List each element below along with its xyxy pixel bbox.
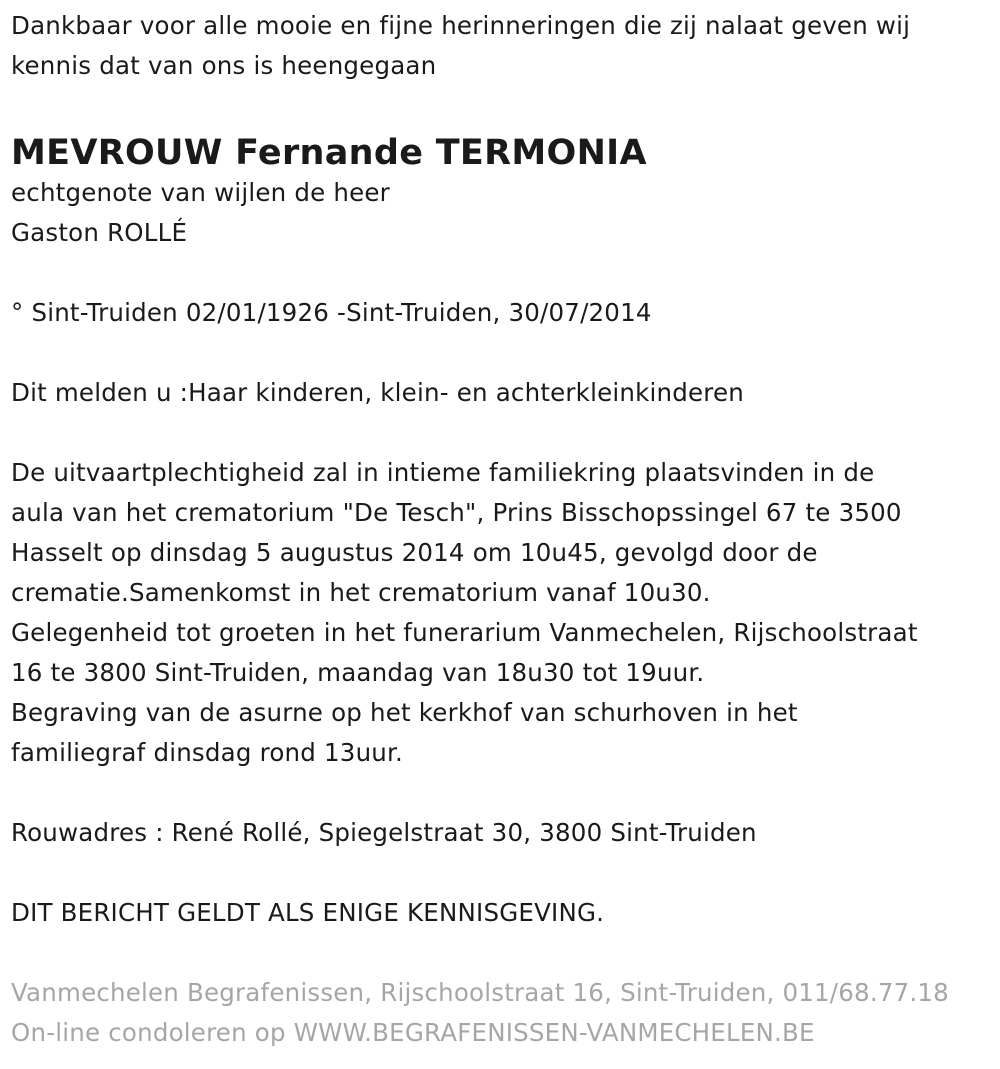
relation-line-2: Gaston ROLLÉ bbox=[11, 218, 188, 247]
footer-line-1: Vanmechelen Begrafenissen, Rijschoolstraat 16, Sint-Truiden, 011/68.77.18 bbox=[11, 978, 949, 1007]
ceremony-line: Begraving van de asurne op het kerkhof van schurhoven in het bbox=[11, 698, 798, 727]
ceremony-line: crematie.Samenkomst in het crematorium vanaf 10u30. bbox=[11, 578, 711, 607]
intro-line-1: Dankbaar voor alle mooie en fijne herinneringen die zij nalaat geven wij bbox=[11, 11, 911, 40]
life-dates: ° Sint-Truiden 02/01/1926 -Sint-Truiden, 30/07/2014 bbox=[11, 298, 652, 327]
ceremony-line: Gelegenheid tot groeten in het funerarium Vanmechelen, Rijschoolstraat bbox=[11, 618, 918, 647]
death-notice bbox=[11, 6, 996, 1053]
relation-line-1: echtgenote van wijlen de heer bbox=[11, 178, 390, 207]
spacer bbox=[11, 413, 996, 453]
spacer bbox=[11, 853, 996, 893]
ceremony-line: Hasselt op dinsdag 5 augustus 2014 om 10u45, gevolgd door de bbox=[11, 538, 818, 567]
spacer bbox=[11, 253, 996, 293]
announcers: Dit melden u :Haar kinderen, klein- en achterkleinkinderen bbox=[11, 378, 744, 407]
ceremony-line: aula van het crematorium "De Tesch", Prins Bisschopssingel 67 te 3500 bbox=[11, 498, 902, 527]
ceremony-line: 16 te 3800 Sint-Truiden, maandag van 18u30 tot 19uur. bbox=[11, 658, 705, 687]
deceased-name: MEVROUW Fernande TERMONIA bbox=[11, 133, 647, 173]
spacer bbox=[11, 933, 996, 973]
spacer bbox=[11, 333, 996, 373]
footer-line-2: On-line condoleren op WWW.BEGRAFENISSEN-VANMECHELEN.BE bbox=[11, 1018, 815, 1047]
mourning-address: Rouwadres : René Rollé, Spiegelstraat 30, 3800 Sint-Truiden bbox=[11, 818, 757, 847]
intro-line-2: kennis dat van ons is heengegaan bbox=[11, 51, 437, 80]
ceremony-line: De uitvaartplechtigheid zal in intieme familiekring plaatsvinden in de bbox=[11, 458, 875, 487]
spacer bbox=[11, 773, 996, 813]
ceremony-line: familiegraf dinsdag rond 13uur. bbox=[11, 738, 404, 767]
ceremony-details bbox=[11, 453, 996, 773]
notice: DIT BERICHT GELDT ALS ENIGE KENNISGEVING. bbox=[11, 898, 605, 927]
footer bbox=[11, 973, 996, 1053]
